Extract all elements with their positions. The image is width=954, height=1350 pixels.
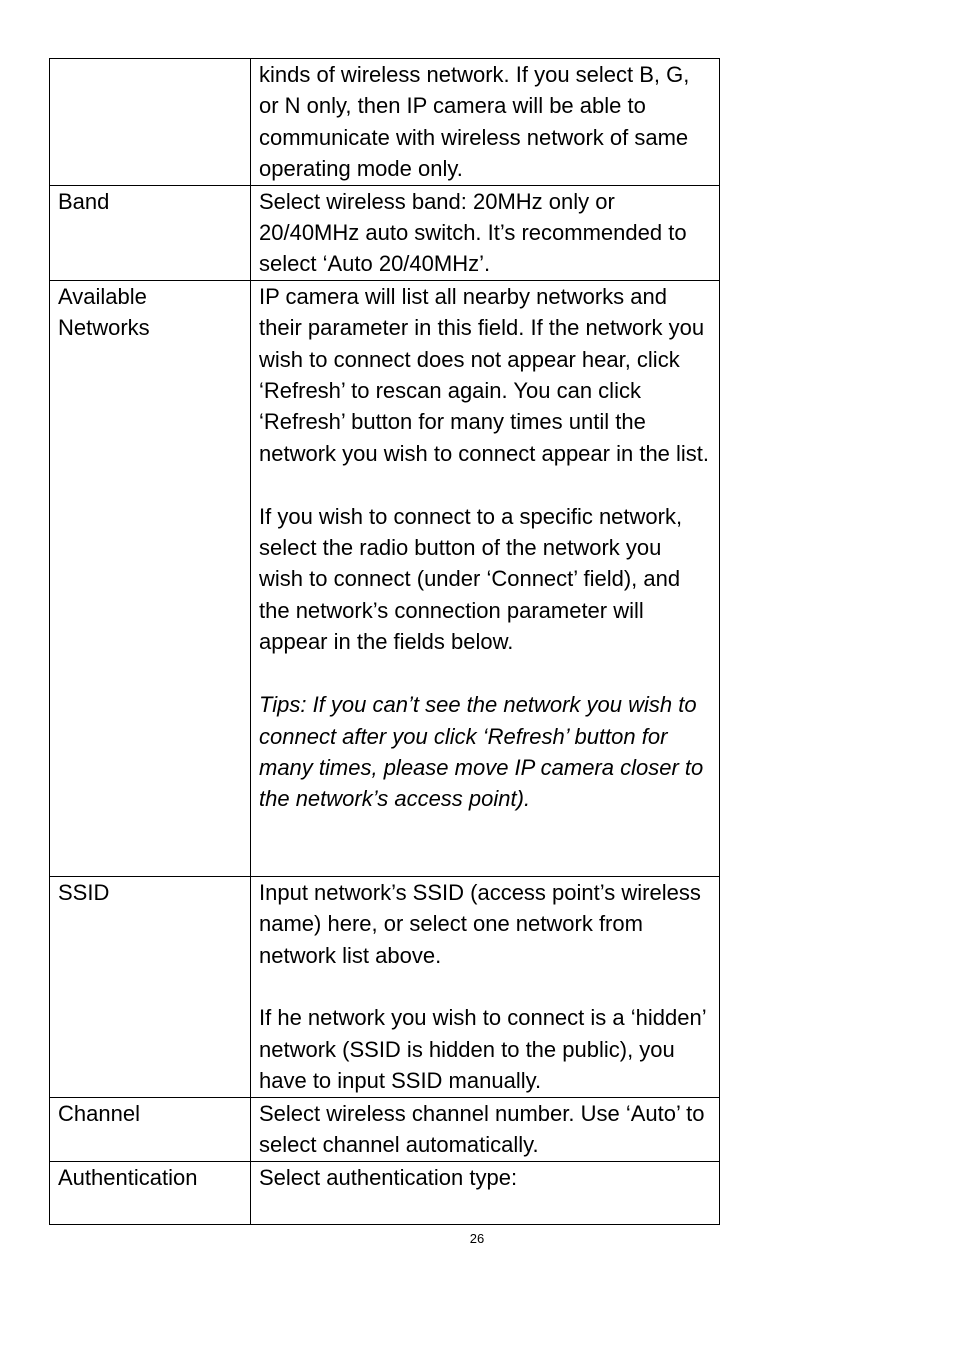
term-cell: Channel [50,1097,251,1161]
description-paragraph: kinds of wireless network. If you select B, G, or N only, then IP camera will be able to communicate with wireless network of same operating mode only. [259,62,690,182]
description-paragraph: Input network’s SSID (access point’s wireless name) here, or select one network from network list above. [259,879,701,968]
table-row [50,280,720,876]
description-cell [251,280,720,876]
description-cell [251,876,720,1097]
page-number: 26 [469,1231,485,1246]
description-cell [251,59,720,186]
term-cell [50,59,251,186]
description-paragraph: Select wireless band: 20MHz only or 20/40MHz auto switch. It’s recommended to select ‘Auto 20/40MHz’. [259,188,687,277]
term-cell: Band [50,185,251,280]
tip-paragraph: Tips: If you can’t see the network you wish to connect after you click ‘Refresh’ button for many times, please move IP camera closer to the network’s access point). [259,692,704,812]
term-cell: Available Networks [50,280,251,876]
table-row [50,185,720,280]
table-row [50,1161,720,1224]
description-paragraph: If he network you wish to connect is a ‘hidden’ network (SSID is hidden to the public), you have to input SSID manually. [259,1005,706,1094]
description-paragraph: If you wish to connect to a specific network, select the radio button of the network you wish to connect (under ‘Connect’ field), and the network’s connection parameter will appear in the fields below. [259,503,683,655]
table-row [50,59,720,186]
settings-description-table [49,58,720,1225]
table-row [50,1097,720,1161]
description-paragraph: IP camera will list all nearby networks and their parameter in this field. If the network you wish to connect does not appear hear, click ‘Refresh’ to rescan again. You can click ‘Refresh’ button for many times until the network you wish to connect appear in the list. [259,283,710,466]
term-cell: Authentication [50,1161,251,1224]
description-cell [251,1161,720,1224]
table-row [50,876,720,1097]
term-cell: SSID [50,876,251,1097]
description-cell [251,1097,720,1161]
description-paragraph: Select wireless channel number. Use ‘Auto’ to select channel automatically. [259,1100,705,1158]
description-cell [251,185,720,280]
description-paragraph: Select authentication type: [259,1164,518,1190]
